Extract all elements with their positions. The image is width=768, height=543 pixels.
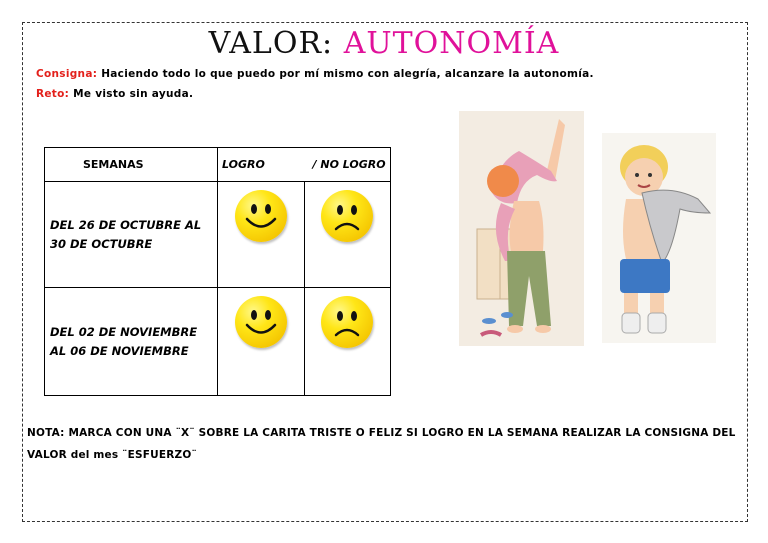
header-no-logro-label: / NO LOGRO xyxy=(312,158,386,171)
girl-dressing-illustration xyxy=(459,111,584,346)
weekly-tracker-table xyxy=(44,147,391,396)
week-line: DEL 26 DE OCTUBRE AL xyxy=(50,217,202,232)
page-title xyxy=(0,26,768,61)
table-row xyxy=(45,288,391,396)
nota-paragraph xyxy=(27,422,739,466)
header-logro xyxy=(218,148,391,182)
boy-dressing-illustration xyxy=(602,133,716,343)
nota-text: MARCA CON UNA ¨X¨ SOBRE LA CARITA TRISTE O FELIZ SI LOGRO EN LA SEMANA REALIZAR LA CONSIGNA DEL VALOR del mes ¨ESFUERZO¨ xyxy=(27,427,736,461)
reto-text: Me visto sin ayuda. xyxy=(73,88,194,100)
table-row xyxy=(45,182,391,288)
no-logro-cell[interactable] xyxy=(304,182,391,288)
week-line: AL 06 DE NOVIEMBRE xyxy=(50,343,189,358)
title-value: AUTONOMÍA xyxy=(343,26,560,61)
nota-key: NOTA: xyxy=(27,427,65,439)
sad-face-icon[interactable] xyxy=(321,296,373,348)
no-logro-cell[interactable] xyxy=(304,288,391,396)
sad-face-icon[interactable] xyxy=(321,190,373,242)
logro-cell[interactable] xyxy=(218,288,305,396)
title-label: VALOR: xyxy=(208,26,334,61)
table-header-row xyxy=(45,148,391,182)
reto-line xyxy=(36,88,193,100)
week-cell xyxy=(45,182,218,288)
week-line: 30 DE OCTUBRE xyxy=(50,236,153,251)
header-semanas: SEMANAS xyxy=(45,148,218,182)
reto-key: Reto: xyxy=(36,88,70,100)
week-cell xyxy=(45,288,218,396)
week-line: DEL 02 DE NOVIEMBRE xyxy=(50,324,198,339)
consigna-key: Consigna: xyxy=(36,68,98,80)
happy-face-icon[interactable] xyxy=(235,190,287,242)
logro-cell[interactable] xyxy=(218,182,305,288)
consigna-line xyxy=(36,68,594,80)
happy-face-icon[interactable] xyxy=(235,296,287,348)
consigna-text: Haciendo todo lo que puedo por mí mismo con alegría, alcanzare la autonomía. xyxy=(101,68,594,80)
header-logro-label: LOGRO xyxy=(222,158,265,171)
